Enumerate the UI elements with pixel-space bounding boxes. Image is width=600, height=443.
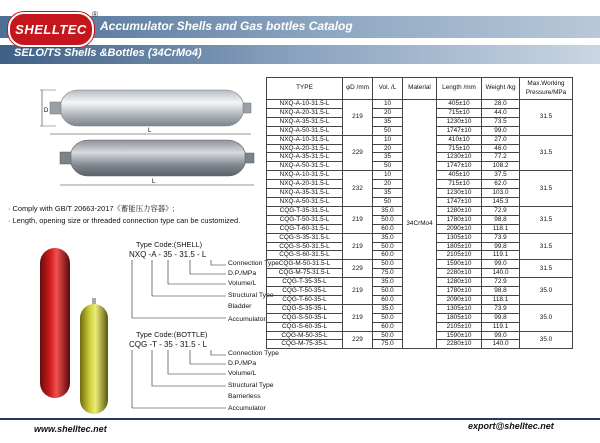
shell-code: NXQ -A - 35 - 31.5 - L bbox=[129, 250, 207, 259]
cell-length: 715±10 bbox=[437, 108, 482, 117]
bottle-structural-type: Structural Type bbox=[228, 382, 274, 389]
col-material: Material bbox=[403, 78, 437, 100]
cell-od: 219 bbox=[343, 206, 373, 233]
cell-type: NXQ-A-35-31.5-L bbox=[267, 189, 343, 198]
cell-vol: 50.0 bbox=[373, 242, 403, 251]
cell-length: 1590±10 bbox=[437, 331, 482, 340]
cell-od: 219 bbox=[343, 278, 373, 305]
cell-weight: 99.0 bbox=[482, 331, 520, 340]
cell-length: 1305±10 bbox=[437, 233, 482, 242]
red-bottle bbox=[40, 248, 70, 398]
cell-type: CQG-M-75-31.5-L bbox=[267, 269, 343, 278]
cell-pressure: 31.5 bbox=[520, 233, 573, 260]
cell-weight: 99.8 bbox=[482, 313, 520, 322]
table-header-row bbox=[267, 78, 573, 100]
cell-length: 1590±10 bbox=[437, 260, 482, 269]
cell-vol: 10 bbox=[373, 135, 403, 144]
cell-weight: 99.0 bbox=[482, 260, 520, 269]
cell-vol: 35.0 bbox=[373, 206, 403, 215]
cell-vol: 50.0 bbox=[373, 287, 403, 296]
lower-shell bbox=[60, 140, 254, 176]
cell-vol: 50.0 bbox=[373, 331, 403, 340]
cell-od: 229 bbox=[343, 260, 373, 278]
cell-type: CQG-S-35-35-L bbox=[267, 304, 343, 313]
cell-type: NXQ-A-50-31.5-L bbox=[267, 126, 343, 135]
cell-type: CQG-T-60-31.5-L bbox=[267, 224, 343, 233]
cell-weight: 119.1 bbox=[482, 251, 520, 260]
dim-l-label-1: L bbox=[148, 128, 152, 134]
cell-weight: 73.9 bbox=[482, 233, 520, 242]
col-length: Length /mm bbox=[437, 78, 482, 100]
cell-length: 1805±10 bbox=[437, 242, 482, 251]
cell-length: 405±10 bbox=[437, 171, 482, 180]
footer-rule bbox=[0, 418, 600, 420]
bottle-volume: Volume/L bbox=[228, 370, 257, 377]
catalog-subtitle: SELO/TS Shells &Bottles (34CrMo4) bbox=[14, 47, 202, 59]
dim-l-label-2: L bbox=[152, 179, 156, 185]
col-type: TYPE bbox=[267, 78, 343, 100]
col-vol: Vol. /L bbox=[373, 78, 403, 100]
bottles-photo bbox=[28, 246, 128, 416]
shell-connection-type: Connection Type bbox=[228, 260, 279, 267]
cell-type: NXQ-A-20-31.5-L bbox=[267, 144, 343, 153]
cell-type: CQG-S-50-35-L bbox=[267, 313, 343, 322]
cell-type: CQG-T-60-35-L bbox=[267, 295, 343, 304]
cell-weight: 118.1 bbox=[482, 295, 520, 304]
cell-type: CQG-T-50-35-L bbox=[267, 287, 343, 296]
cell-length: 1805±10 bbox=[437, 313, 482, 322]
cell-length: 1780±10 bbox=[437, 215, 482, 224]
cell-type: NXQ-A-10-31.5-L bbox=[267, 171, 343, 180]
custom-note: · Length, opening size or threaded connection type can be customized. bbox=[8, 216, 241, 225]
website-link[interactable]: www.shelltec.net bbox=[34, 424, 107, 434]
cell-type: CQG-T-50-31.5-L bbox=[267, 215, 343, 224]
cell-vol: 35 bbox=[373, 189, 403, 198]
cell-weight: 99.0 bbox=[482, 126, 520, 135]
cell-length: 715±10 bbox=[437, 144, 482, 153]
col-od: φD /mm bbox=[343, 78, 373, 100]
cell-length: 1747±10 bbox=[437, 197, 482, 206]
shell-drawing bbox=[40, 72, 270, 197]
spec-table-body bbox=[267, 100, 573, 349]
cell-vol: 60.0 bbox=[373, 322, 403, 331]
cell-weight: 98.8 bbox=[482, 215, 520, 224]
cell-length: 715±10 bbox=[437, 180, 482, 189]
bottle-code-title: Type Code:(BOTTLE) bbox=[136, 330, 208, 339]
cell-weight: 99.8 bbox=[482, 242, 520, 251]
cell-vol: 10 bbox=[373, 171, 403, 180]
cell-weight: 77.2 bbox=[482, 153, 520, 162]
cell-weight: 108.2 bbox=[482, 162, 520, 171]
cell-pressure: 31.5 bbox=[520, 206, 573, 233]
cell-weight: 145.3 bbox=[482, 197, 520, 206]
shell-volume: Volume/L bbox=[228, 280, 257, 287]
shell-accumulator: Accumulator bbox=[228, 316, 266, 323]
cell-pressure: 31.5 bbox=[520, 135, 573, 171]
shell-structural-type: Structural Type bbox=[228, 292, 274, 299]
cell-od: 232 bbox=[343, 171, 373, 207]
cell-vol: 50 bbox=[373, 197, 403, 206]
shell-dp: D.P./MPa bbox=[228, 270, 257, 277]
cell-vol: 20 bbox=[373, 144, 403, 153]
cell-length: 2280±10 bbox=[437, 269, 482, 278]
cell-vol: 20 bbox=[373, 180, 403, 189]
cell-vol: 35.0 bbox=[373, 304, 403, 313]
cell-type: NXQ-A-35-31.5-L bbox=[267, 117, 343, 126]
cell-length: 1230±10 bbox=[437, 153, 482, 162]
cell-pressure: 31.5 bbox=[520, 100, 573, 136]
cell-od: 219 bbox=[343, 233, 373, 260]
cell-length: 1747±10 bbox=[437, 162, 482, 171]
cell-weight: 103.0 bbox=[482, 189, 520, 198]
cell-length: 2090±10 bbox=[437, 224, 482, 233]
bottle-accumulator: Accumulator bbox=[228, 405, 266, 412]
cell-length: 1780±10 bbox=[437, 287, 482, 296]
cell-type: CQG-M-50-35-L bbox=[267, 331, 343, 340]
catalog-title: Accumulator Shells and Gas bottles Catalog bbox=[100, 19, 353, 33]
cell-weight: 119.1 bbox=[482, 322, 520, 331]
cell-pressure: 35.0 bbox=[520, 331, 573, 349]
shell-bladder: Bladder bbox=[228, 303, 252, 310]
cell-type: CQG-M-50-31.5-L bbox=[267, 260, 343, 269]
cell-weight: 28.0 bbox=[482, 100, 520, 109]
dim-d-label: D bbox=[44, 108, 49, 114]
brand-name: SHELLTEC bbox=[15, 22, 87, 37]
cell-length: 1230±10 bbox=[437, 189, 482, 198]
cell-length: 1305±10 bbox=[437, 304, 482, 313]
cell-length: 2280±10 bbox=[437, 340, 482, 349]
cell-pressure: 31.5 bbox=[520, 260, 573, 278]
brand-logo bbox=[8, 12, 94, 47]
cell-weight: 118.1 bbox=[482, 224, 520, 233]
registered-mark: ® bbox=[92, 10, 98, 19]
cell-pressure: 35.0 bbox=[520, 278, 573, 305]
cell-length: 405±10 bbox=[437, 100, 482, 109]
cell-type: CQG-S-60-31.5-L bbox=[267, 251, 343, 260]
cell-vol: 20 bbox=[373, 108, 403, 117]
cell-length: 410±10 bbox=[437, 135, 482, 144]
yellow-bottle bbox=[80, 298, 108, 414]
cell-vol: 50 bbox=[373, 126, 403, 135]
cell-type: CQG-M-75-35-L bbox=[267, 340, 343, 349]
cell-length: 1230±10 bbox=[437, 117, 482, 126]
cell-vol: 50 bbox=[373, 162, 403, 171]
cell-weight: 140.0 bbox=[482, 269, 520, 278]
header bbox=[0, 0, 600, 66]
cell-vol: 10 bbox=[373, 100, 403, 109]
cell-vol: 50.0 bbox=[373, 260, 403, 269]
cell-type: NXQ-A-20-31.5-L bbox=[267, 108, 343, 117]
upper-shell bbox=[50, 90, 251, 126]
bottle-code: CQG -T - 35 - 31.5 - L bbox=[129, 340, 208, 349]
cell-weight: 46.0 bbox=[482, 144, 520, 153]
cell-type: NXQ-A-10-31.5-L bbox=[267, 100, 343, 109]
cell-vol: 60.0 bbox=[373, 251, 403, 260]
spec-table bbox=[266, 77, 573, 349]
shell-code-title: Type Code:(SHELL) bbox=[136, 240, 203, 249]
cell-weight: 98.8 bbox=[482, 287, 520, 296]
cell-od: 219 bbox=[343, 304, 373, 331]
cell-length: 1280±10 bbox=[437, 278, 482, 287]
cell-vol: 50.0 bbox=[373, 215, 403, 224]
cell-type: CQG-S-60-35-L bbox=[267, 322, 343, 331]
cell-type: NXQ-A-20-31.5-L bbox=[267, 180, 343, 189]
cell-length: 2105±10 bbox=[437, 322, 482, 331]
email-link[interactable]: export@shelltec.net bbox=[468, 421, 554, 431]
cell-type: NXQ-A-50-31.5-L bbox=[267, 162, 343, 171]
cell-od: 229 bbox=[343, 331, 373, 349]
cell-weight: 73.9 bbox=[482, 304, 520, 313]
col-weight: Weight /kg bbox=[482, 78, 520, 100]
cell-vol: 35.0 bbox=[373, 278, 403, 287]
cell-vol: 75.0 bbox=[373, 269, 403, 278]
bottle-barrierless: Barrierless bbox=[228, 393, 261, 400]
cell-vol: 60.0 bbox=[373, 224, 403, 233]
cell-type: CQG-S-50-31.5-L bbox=[267, 242, 343, 251]
cell-length: 2090±10 bbox=[437, 295, 482, 304]
cell-vol: 35 bbox=[373, 153, 403, 162]
cell-weight: 72.9 bbox=[482, 278, 520, 287]
cell-weight: 140.0 bbox=[482, 340, 520, 349]
cell-type: CQG-S-35-31.5-L bbox=[267, 233, 343, 242]
cell-length: 1747±10 bbox=[437, 126, 482, 135]
cell-weight: 62.0 bbox=[482, 180, 520, 189]
cell-weight: 73.5 bbox=[482, 117, 520, 126]
cell-od: 219 bbox=[343, 100, 373, 136]
cell-vol: 35.0 bbox=[373, 233, 403, 242]
cell-weight: 27.0 bbox=[482, 135, 520, 144]
cell-pressure: 35.0 bbox=[520, 304, 573, 331]
cell-type: CQG-T-35-31.5-L bbox=[267, 206, 343, 215]
cell-type: NXQ-A-50-31.5-L bbox=[267, 197, 343, 206]
cell-type: CQG-T-35-35-L bbox=[267, 278, 343, 287]
cell-pressure: 31.5 bbox=[520, 171, 573, 207]
bottle-dp: D.P./MPa bbox=[228, 360, 257, 367]
cell-type: NXQ-A-35-31.5-L bbox=[267, 153, 343, 162]
table-row bbox=[267, 100, 573, 109]
bottle-connection-type: Connection Type bbox=[228, 350, 279, 357]
cell-type: NXQ-A-10-31.5-L bbox=[267, 135, 343, 144]
cell-material: 34CrMo4 bbox=[403, 100, 437, 349]
cell-weight: 72.9 bbox=[482, 206, 520, 215]
cell-vol: 60.0 bbox=[373, 295, 403, 304]
cell-weight: 44.0 bbox=[482, 108, 520, 117]
cell-vol: 35 bbox=[373, 117, 403, 126]
cell-od: 229 bbox=[343, 135, 373, 171]
cell-length: 1280±10 bbox=[437, 206, 482, 215]
cell-weight: 37.5 bbox=[482, 171, 520, 180]
col-pressure: Max.Working Pressure/MPa bbox=[520, 78, 573, 100]
cell-vol: 75.0 bbox=[373, 340, 403, 349]
standard-note: · Comply with GB/T 20663-2017《蓄能压力容器》; bbox=[8, 204, 175, 213]
cell-vol: 50.0 bbox=[373, 313, 403, 322]
cell-length: 2105±10 bbox=[437, 251, 482, 260]
